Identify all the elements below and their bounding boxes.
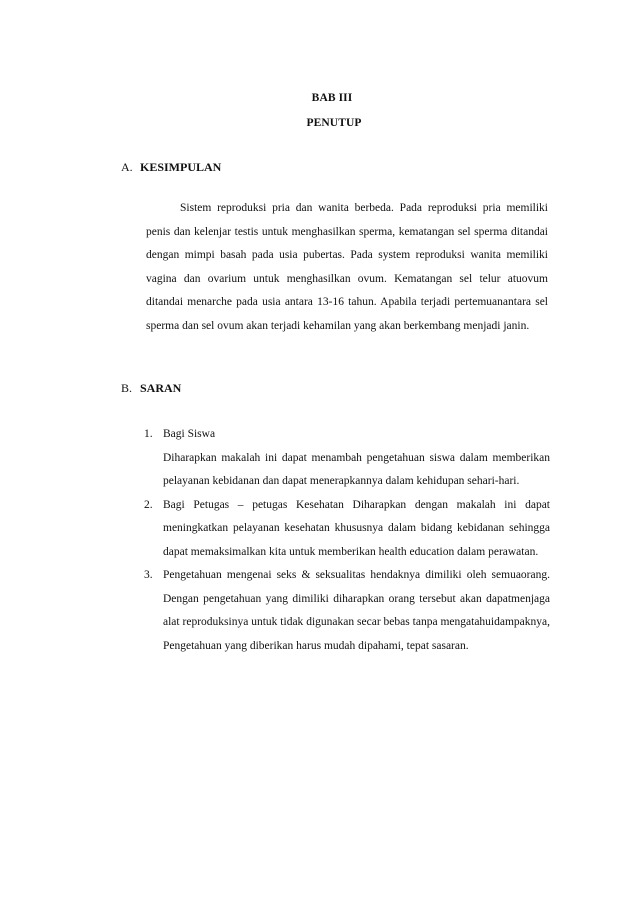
list-item-text: Pengetahuan mengenai seks & seksualitas hendaknya dimiliki oleh semuaorang. Dengan pengetahuan yang dimiliki diharapkan orang tersebut akan dapatmenjaga alat reproduksinya untuk tidak digunakan secar bebas tanpa mengatahuidampaknya, Pengetahuan yang diberikan harus mudah dipahami, tepat sasaran. bbox=[163, 569, 550, 652]
section-heading-kesimpulan bbox=[121, 160, 221, 175]
list-item-number: 2. bbox=[144, 498, 153, 511]
section-number: B. bbox=[121, 381, 133, 395]
saran-list bbox=[144, 423, 550, 658]
chapter-number: BAB III bbox=[311, 92, 353, 104]
saran-item-pengetahuan bbox=[144, 564, 550, 658]
saran-item-siswa bbox=[144, 423, 550, 494]
saran-item-petugas bbox=[144, 494, 550, 565]
list-item-number: 1. bbox=[144, 428, 153, 440]
chapter-title: PENUTUP bbox=[306, 117, 362, 129]
list-item-text: Bagi Petugas – petugas Kesehatan Diharapkan dengan makalah ini dapat meningkatkan pelayanan kesehatan khususnya dalam bidang kebidanan sehingga dapat memaksimalkan kita untuk memberikan health education dalam perawatan. bbox=[163, 498, 550, 558]
list-item-heading: Bagi Siswa bbox=[163, 428, 216, 440]
section-heading-saran bbox=[121, 381, 181, 396]
section-number: A. bbox=[121, 160, 133, 174]
list-item-number: 3. bbox=[144, 569, 153, 581]
section-label: KESIMPULAN bbox=[140, 160, 222, 174]
section-label: SARAN bbox=[140, 381, 182, 395]
kesimpulan-paragraph: Sistem reproduksi pria dan wanita berbeda. Pada reproduksi pria memiliki penis dan kelenjar testis untuk menghasilkan sperma, kematangan sel sperma ditandai dengan mimpi basah pada usia pubertas. Pada system reproduksi wanita memiliki vagina dan ovarium untuk menghasilkan ovum. Kematangan sel telur atuovum ditandai menarche pada usia antara 13-16 tahun. Apabila terjadi pertemuanantara sel sperma dan sel ovum akan terjadi kehamilan yang akan berkembang menjadi janin. bbox=[146, 202, 548, 332]
list-item-text: Diharapkan makalah ini dapat menambah pengetahuan siswa dalam memberikan pelayanan kebidanan dan dapat menerapkannya dalam kehidupan sehari-hari. bbox=[163, 451, 550, 487]
